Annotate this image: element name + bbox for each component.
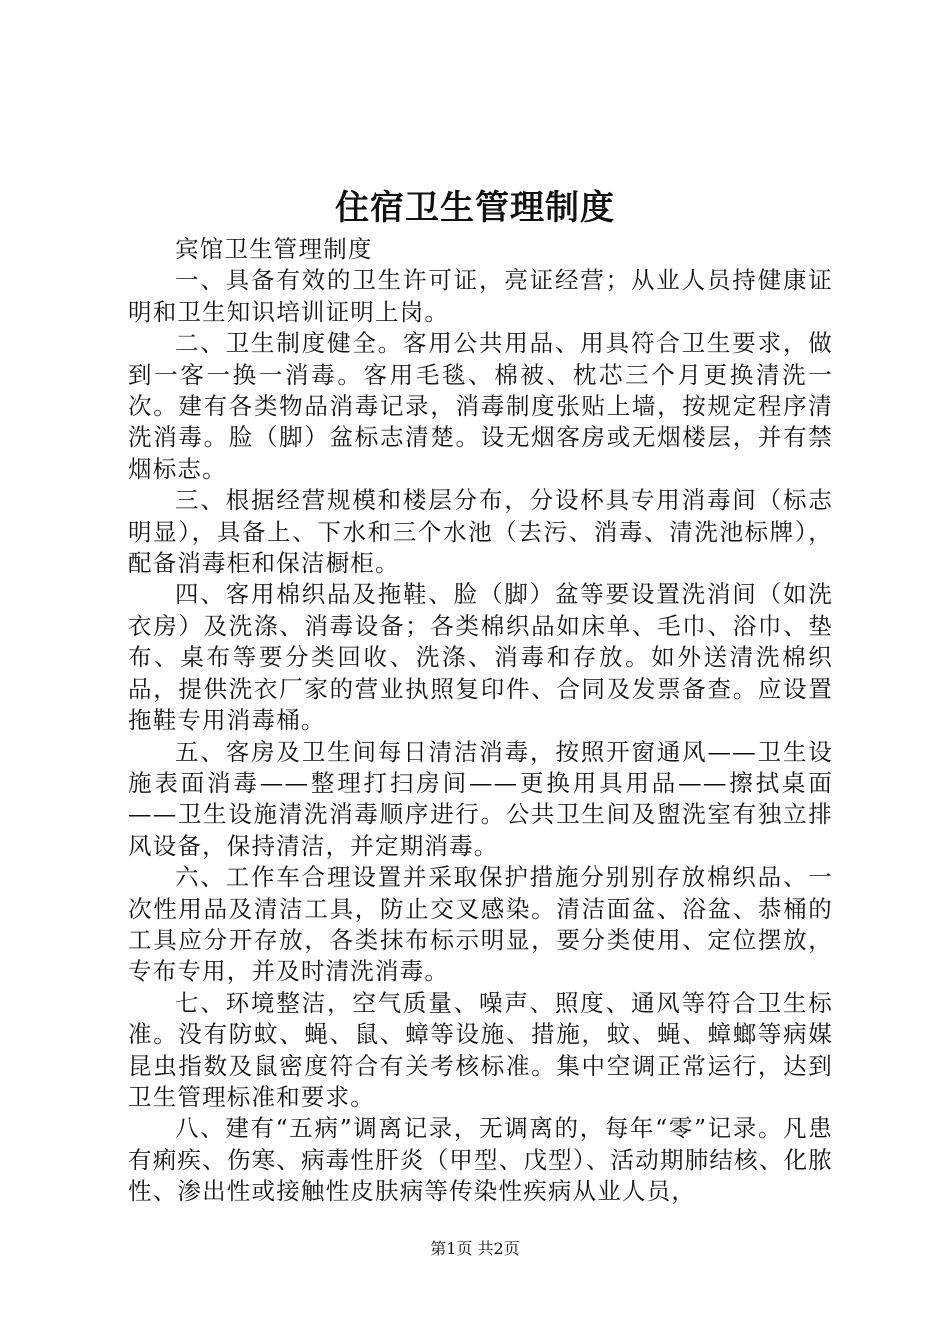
paragraph-item-4: 四、客用棉织品及拖鞋、脸（脚）盆等要设置洗消间（如洗衣房）及洗涤、消毒设备；各类棉织品如床单、毛巾、浴巾、垫布、桌布等要分类回收、洗涤、消毒和存放。如外送清洗棉织品，提供洗衣厂家的营业执照复印件、合同及发票备查。应设置拖鞋专用消毒桶。 — [128, 580, 833, 735]
document-body — [128, 234, 833, 1208]
document-title: 住宿卫生管理制度 — [335, 188, 615, 228]
paragraph-item-8: 八、建有“五病”调离记录，无调离的，每年“零”记录。凡患有痢疾、伤寒、病毒性肝炎（甲型、戊型）、活动期肺结核、化脓性、渗出性或接触性皮肤病等传染性疾病从业人员， — [128, 1114, 833, 1206]
paragraph-item-2: 二、卫生制度健全。客用公共用品、用具符合卫生要求，做到一客一换一消毒。客用毛毯、棉被、枕芯三个月更换清洗一次。建有各类物品消毒记录，消毒制度张贴上墙，按规定程序清洗消毒。脸（脚）盆标志清楚。设无烟客房或无烟楼层，并有禁烟标志。 — [128, 329, 833, 483]
paragraph-item-5: 五、客房及卫生间每日清洁消毒，按照开窗通风——卫生设施表面消毒——整理打扫房间——更换用具用品——擦拭桌面——卫生设施清洗消毒顺序进行。公共卫生间及盥洗室有独立排风设备，保持清洁，并定期消毒。 — [128, 737, 833, 860]
paragraph-item-1: 一、具备有效的卫生许可证，亮证经营；从业人员持健康证明和卫生知识培训证明上岗。 — [128, 266, 833, 326]
paragraph-item-7: 七、环境整洁，空气质量、噪声、照度、通风等符合卫生标准。没有防蚊、蝇、鼠、蟑等设施、措施，蚊、蝇、蟑螂等病媒昆虫指数及鼠密度符合有关考核标准。集中空调正常运行，达到卫生管理标准和要求。 — [128, 988, 833, 1111]
paragraph-subtitle: 宾馆卫生管理制度 — [175, 235, 373, 263]
paragraph-item-6: 六、工作车合理设置并采取保护措施分别别存放棉织品、一次性用品及清洁工具，防止交叉感染。清洁面盆、浴盆、恭桶的工具应分开存放，各类抹布标示明显，要分类使用、定位摆放，专布专用，并及时清洗消毒。 — [128, 863, 833, 986]
page-number-footer: 第1页 共2页 — [430, 1239, 520, 1258]
paragraph-item-3: 三、根据经营规模和楼层分布，分设杯具专用消毒间（标志明显），具备上、下水和三个水池（去污、消毒、清洗池标牌），配备消毒柜和保洁橱柜。 — [128, 486, 833, 578]
